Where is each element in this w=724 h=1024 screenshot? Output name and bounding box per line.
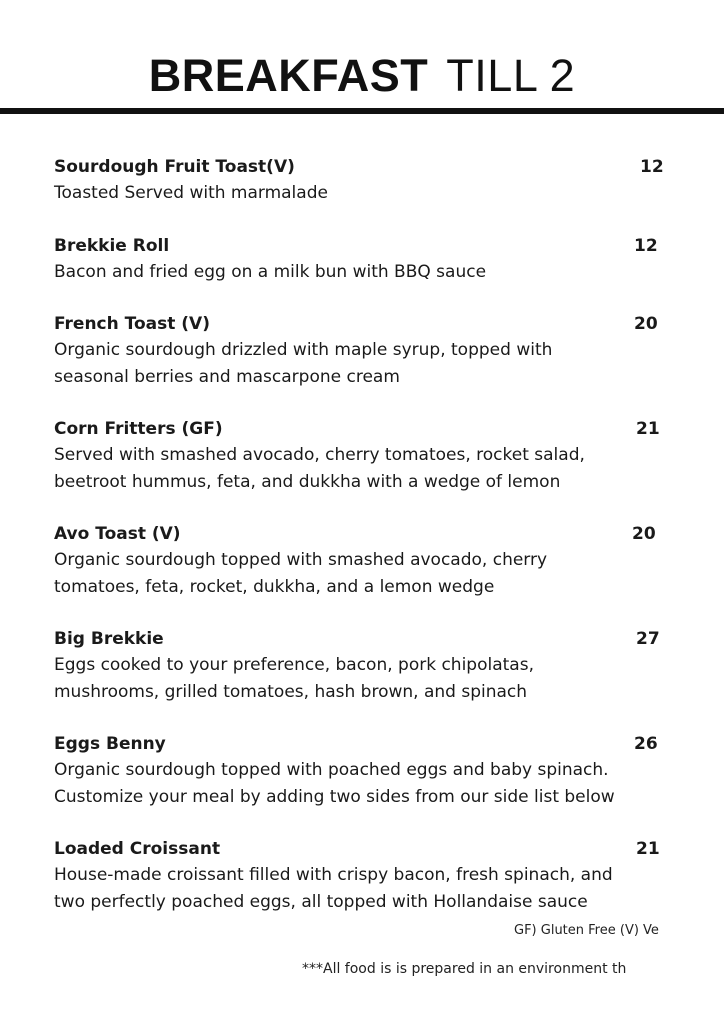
menu-item-description: Organic sourdough topped with poached eggs and baby spinach.	[54, 760, 609, 780]
menu-item-description: Organic sourdough drizzled with maple syrup, topped with	[54, 340, 553, 360]
dietary-legend: GF) Gluten Free (V) Ve	[514, 923, 659, 938]
menu-item-brekkie-roll	[54, 233, 674, 286]
menu-item-description: two perfectly poached eggs, all topped with Hollandaise sauce	[54, 891, 588, 912]
menu-item-loaded-croissant	[54, 836, 674, 915]
menu-item-name: Corn Fritters (GF)	[54, 419, 223, 439]
menu-item-eggs-benny	[54, 731, 674, 810]
menu-item-price: 21	[636, 419, 660, 439]
menu-item-price: 21	[636, 839, 660, 859]
menu-item-price: 12	[640, 157, 664, 177]
menu-item-price: 27	[636, 629, 660, 649]
menu-item-corn-fritters	[54, 416, 674, 495]
menu-item-name: French Toast (V)	[54, 314, 210, 334]
menu-item-description: Organic sourdough topped with smashed avocado, cherry	[54, 550, 548, 570]
menu-item-sourdough-fruit-toast	[54, 154, 674, 207]
page-title	[0, 50, 724, 102]
menu-item-description: House-made croissant filled with crispy bacon, fresh spinach, and	[54, 865, 613, 885]
menu-item-description: Served with smashed avocado, cherry tomatoes, rocket salad,	[54, 445, 585, 465]
menu-item-description: tomatoes, feta, rocket, dukkha, and a lemon wedge	[54, 576, 495, 597]
menu-item-description: Customize your meal by adding two sides from our side list below	[54, 786, 615, 807]
menu-item-description: mushrooms, grilled tomatoes, hash brown, and spinach	[54, 681, 528, 702]
menu-item-name: Avo Toast (V)	[54, 524, 181, 544]
menu-item-price: 12	[634, 235, 658, 256]
menu-item-price: 20	[632, 524, 656, 544]
menu-item-description: beetroot hummus, feta, and dukkha with a wedge of lemon	[54, 471, 561, 492]
menu-item-avo-toast	[54, 521, 674, 600]
title-main: BREAKFAST	[148, 50, 429, 101]
menu-item-name: Loaded Croissant	[54, 839, 221, 859]
menu-item-description: Toasted Served with marmalade	[54, 183, 328, 203]
menu-item-price: 26	[634, 734, 658, 754]
menu-list	[54, 154, 674, 941]
menu-item-french-toast	[54, 311, 674, 390]
menu-item-name: Eggs Benny	[54, 734, 166, 754]
allergen-note: ***All food is is prepared in an environment th	[302, 961, 627, 977]
menu-item-big-brekkie	[54, 626, 674, 705]
menu-item-description: seasonal berries and mascarpone cream	[54, 366, 400, 387]
title-hours: TILL 2	[446, 50, 576, 101]
menu-item-description: Eggs cooked to your preference, bacon, pork chipolatas,	[54, 655, 534, 675]
menu-item-name: Big Brekkie	[54, 629, 164, 649]
menu-item-name: Sourdough Fruit Toast(V)	[54, 157, 295, 177]
menu-item-description: Bacon and fried egg on a milk bun with BBQ sauce	[54, 261, 487, 282]
header-divider	[0, 108, 724, 114]
menu-item-price: 20	[634, 314, 658, 334]
menu-item-name: Brekkie Roll	[54, 235, 170, 256]
